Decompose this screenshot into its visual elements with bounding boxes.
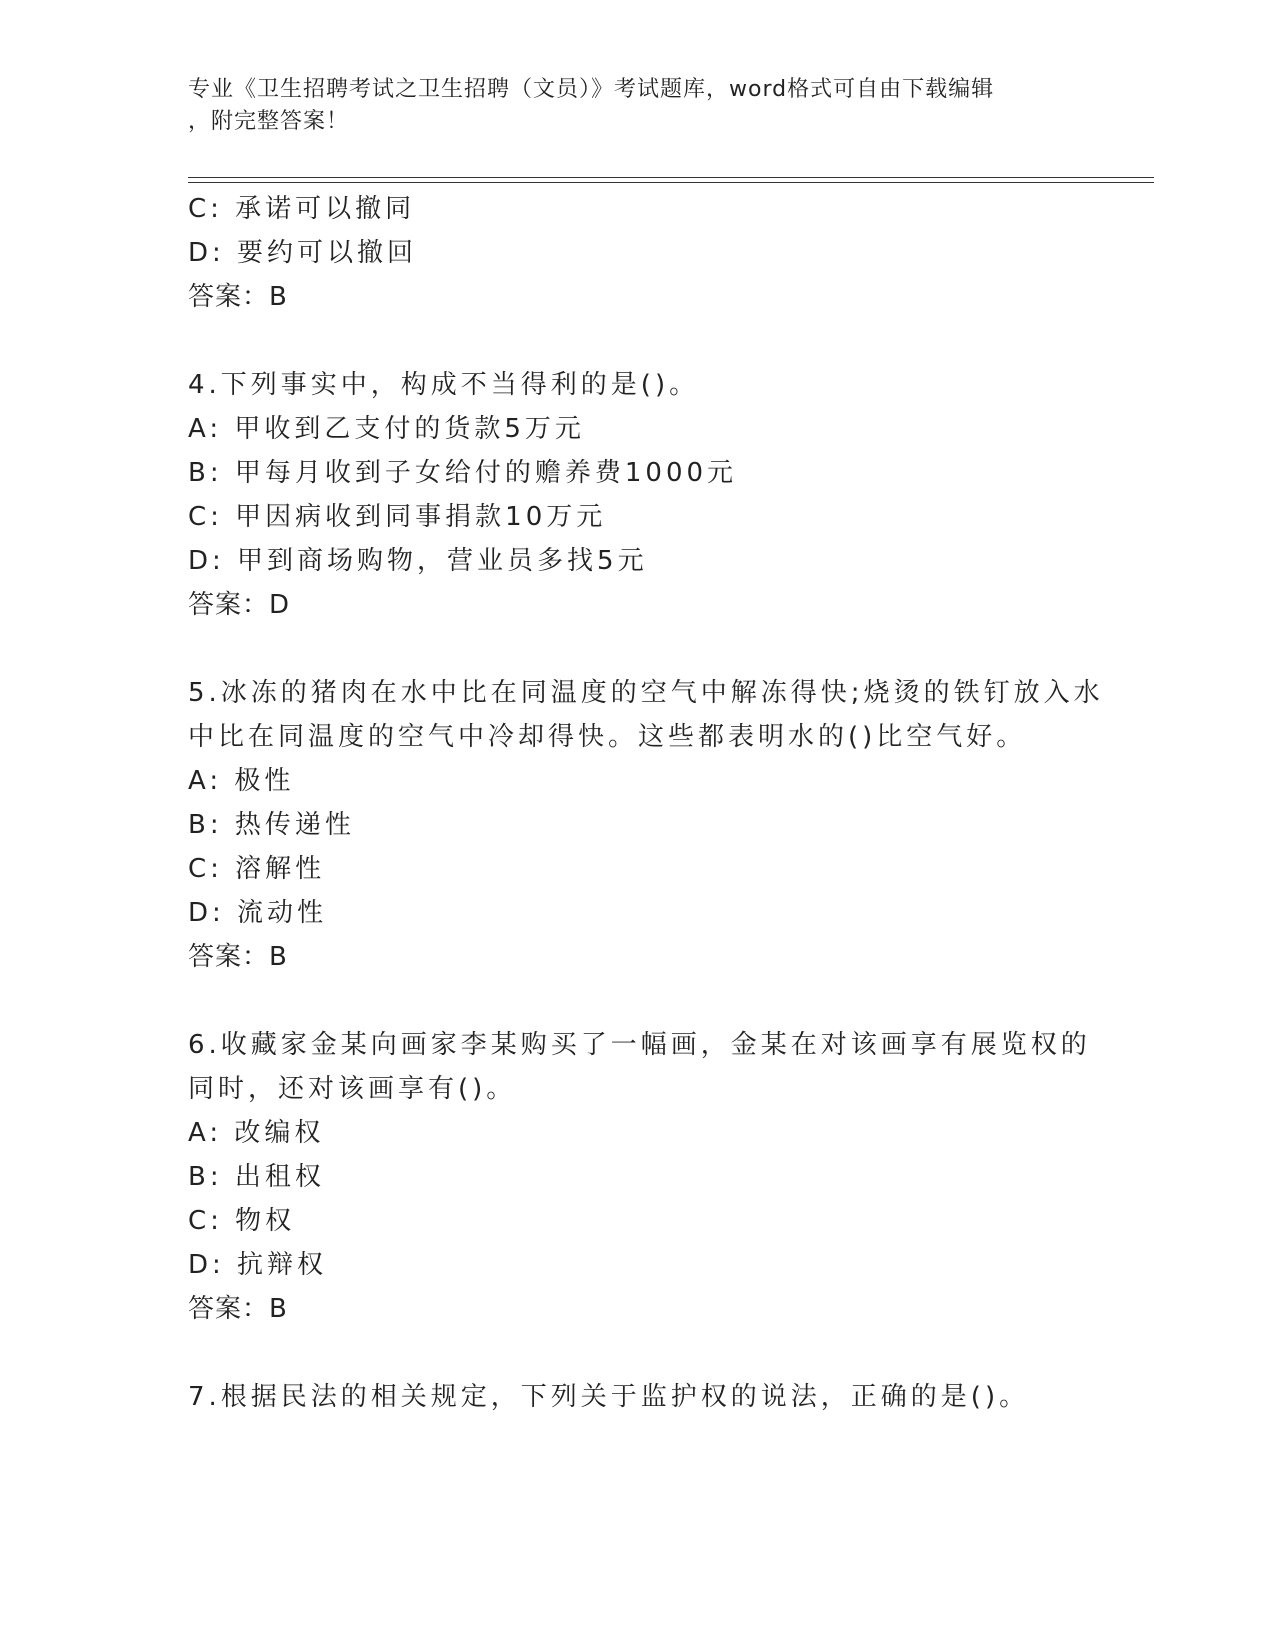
q5-option-d: D: 流动性	[188, 898, 328, 928]
q6-option-d: D: 抗辩权	[188, 1250, 328, 1280]
q4-option-a: A: 甲收到乙支付的货款5万元	[188, 414, 585, 444]
q6-option-a: A: 改编权	[188, 1118, 325, 1148]
q6-stem-line-2: 同时，还对该画享有()。	[188, 1074, 517, 1104]
q5-stem-line-1: 5.冰冻的猪肉在水中比在同温度的空气中解冻得快;烧烫的铁钉放入水	[188, 678, 1104, 708]
q5-option-c: C: 溶解性	[188, 854, 326, 884]
header-line-2: ，附完整答案！	[188, 109, 350, 134]
q6-option-b: B: 出租权	[188, 1162, 325, 1192]
q5-answer: 答案：B	[188, 942, 288, 972]
q4-option-c: C: 甲因病收到同事捐款10万元	[188, 502, 607, 532]
q5-stem-line-2: 中比在同温度的空气中冷却得快。这些都表明水的()比空气好。	[188, 722, 1027, 752]
q3-option-c: C: 承诺可以撤同	[188, 194, 416, 224]
q5-option-b: B: 热传递性	[188, 810, 355, 840]
q4-option-b: B: 甲每月收到子女给付的赡养费1000元	[188, 458, 738, 488]
q4-answer: 答案：D	[188, 590, 291, 620]
header-divider-top	[188, 177, 1154, 178]
q6-stem-line-1: 6.收藏家金某向画家李某购买了一幅画，金某在对该画享有展览权的	[188, 1030, 1091, 1060]
q7-stem: 7.根据民法的相关规定，下列关于监护权的说法，正确的是()。	[188, 1382, 1030, 1412]
q6-answer: 答案：B	[188, 1294, 288, 1324]
document-header	[188, 74, 1088, 138]
header-line-1: 专业《卫生招聘考试之卫生招聘（文员）》考试题库，word格式可自由下载编辑	[188, 77, 995, 102]
q6-option-c: C: 物权	[188, 1206, 296, 1236]
q3-option-d: D: 要约可以撤回	[188, 238, 418, 268]
q4-stem: 4.下列事实中，构成不当得利的是()。	[188, 370, 700, 400]
q3-answer: 答案：B	[188, 282, 288, 312]
q4-option-d: D: 甲到商场购物，营业员多找5元	[188, 546, 648, 576]
q5-option-a: A: 极性	[188, 766, 295, 796]
header-divider-bottom	[188, 182, 1154, 183]
